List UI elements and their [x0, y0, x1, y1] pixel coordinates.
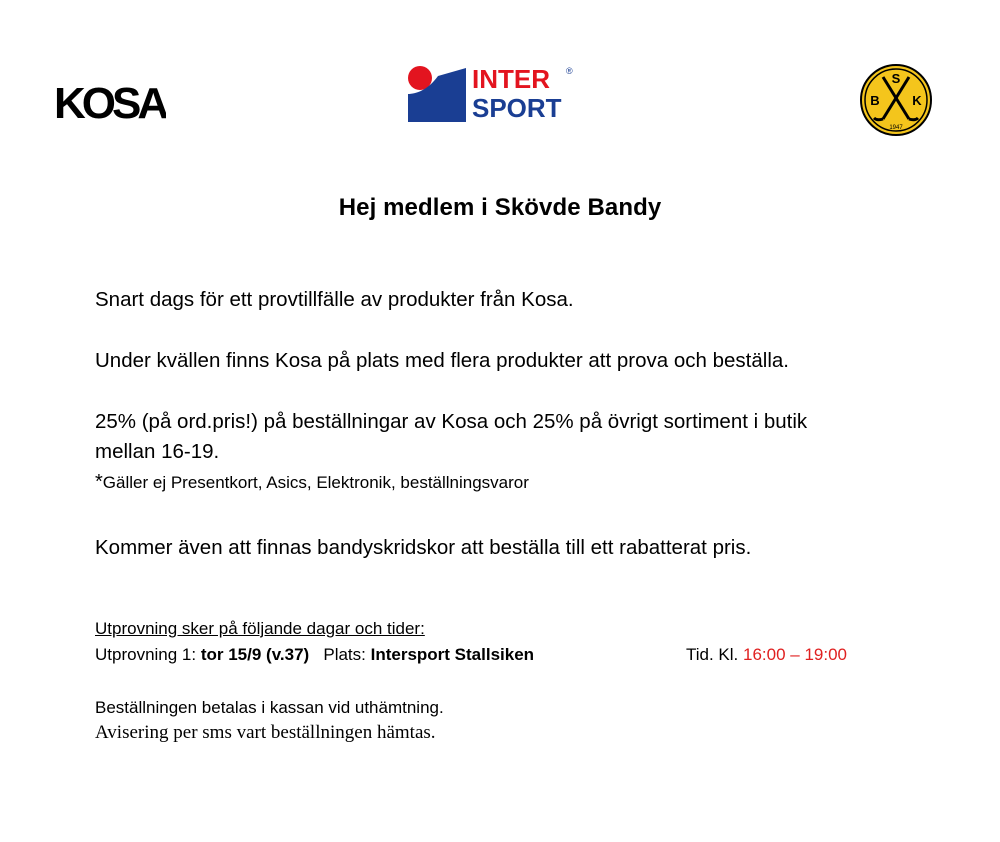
footnote-text: Gäller ej Presentkort, Asics, Elektronik, beställningsvaror [102, 473, 529, 492]
svg-text:INTER: INTER [472, 64, 550, 94]
footer-sms-notice: Avisering per sms vart beställningen hämtas. [95, 722, 436, 743]
kosa-logo [52, 75, 166, 125]
paragraph-discount-line2: mellan 16-19. [95, 440, 220, 463]
footer-payment: Beställningen betalas i kassan vid uthämtning. [95, 698, 444, 717]
schedule-label: Utprovning 1: [95, 645, 201, 664]
schedule-time-label: Tid. Kl. [686, 645, 743, 664]
paragraph-skates: Kommer även att finnas bandyskridskor att beställa till ett rabatterat pris. [95, 536, 752, 559]
page-title: Hej medlem i Skövde Bandy [338, 194, 662, 221]
schedule-place-label: Plats: [323, 645, 371, 664]
intersport-logo [406, 64, 576, 122]
footnote-asterisk: * [95, 471, 103, 493]
svg-text:KOSA: KOSA [54, 79, 166, 125]
schedule-time-value: 16:00 – 19:00 [743, 645, 847, 664]
svg-text:K: K [912, 93, 922, 108]
schedule-row [95, 645, 534, 665]
paragraph-intro: Snart dags för ett provtillfälle av produkter från Kosa. [95, 288, 574, 311]
schedule-place: Intersport Stallsiken [370, 645, 535, 664]
paragraph-evening: Under kvällen finns Kosa på plats med flera produkter att prova och beställa. [95, 349, 789, 372]
discount-footnote [95, 470, 529, 495]
schedule-date: tor 15/9 (v.37) [200, 645, 310, 664]
schedule-heading: Utprovning sker på följande dagar och tider: [95, 619, 425, 638]
paragraph-discount-line1: 25% (på ord.pris!) på beställningar av Kosa och 25% på övrigt sortiment i butik [95, 410, 808, 433]
svg-text:1947: 1947 [889, 125, 903, 131]
schedule-time [686, 645, 847, 665]
svg-text:S: S [891, 71, 901, 86]
svg-text:®: ® [566, 66, 573, 76]
svg-text:B: B [870, 93, 880, 108]
skovde-bandy-club-logo [859, 63, 933, 137]
svg-text:SPORT: SPORT [472, 93, 562, 122]
